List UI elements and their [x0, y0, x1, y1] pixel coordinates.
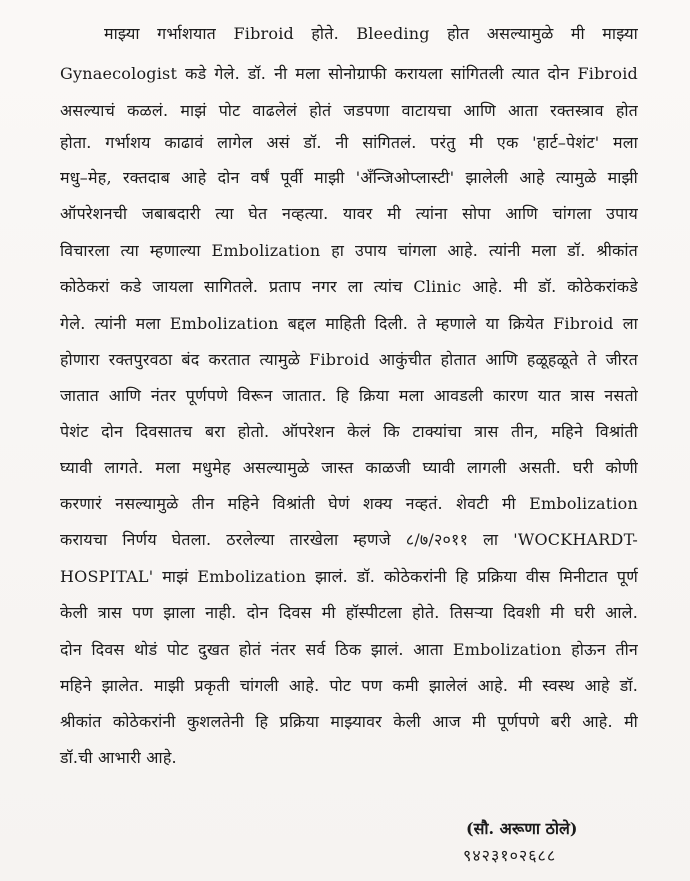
letter-line-10: होणारा रक्तपुरवठा बंद करतात त्यामुळे Fibroid आकुंचीत होतात आणि हळूहळूते ते जीरत	[60, 350, 638, 369]
letter-line-16: HOSPITAL' माझं Embolization झालं. डॉ. कोठेकरांनी हि प्रक्रिया वीस मिनीटात पूर्ण	[60, 567, 638, 586]
letter-line-15: करायचा निर्णय घेतला. ठरलेल्या तारखेला म्हणजे ८/७/२०११ ला 'WOCKHARDT-	[60, 530, 638, 549]
signature-name: (सौ. अरूणा ठोले)	[466, 819, 578, 838]
letter-line-1: माझ्या गर्भाशयात Fibroid होते. Bleeding होत असल्यामुळे मी माझ्या	[104, 24, 638, 43]
letter-line-5: मधु–मेह, रक्तदाब आहे दोन वर्षं पूर्वी माझी 'अँन्जिओप्लास्टी' झालेली आहे त्यामुळे माझी	[60, 168, 638, 187]
letter-line-13: घ्यावी लागते. मला मधुमेह असल्यामुळे जास्त काळजी घ्यावी लागली असती. घरी कोणी	[60, 458, 638, 477]
letter-line-11: जातात आणि नंतर पूर्णपणे विरून जातात. हि क्रिया मला आवडली कारण यात त्रास नसतो	[60, 386, 638, 405]
letter-line-19: महिने झालेत. माझी प्रकृती चांगली आहे. पोट पण कमी झालेलं आहे. मी स्वस्थ आहे डॉ.	[60, 676, 638, 695]
letter-line-6: ऑपरेशनची जबाबदारी त्या घेत नव्हत्या. यावर मी त्यांना सोपा आणि चांगला उपाय	[60, 204, 638, 223]
letter-line-8: कोठेकरां कडे जायला सागितले. प्रताप नगर ला त्यांच Clinic आहे. मी डॉ. कोठेकरांकडे	[60, 277, 638, 296]
letter-line-4: होता. गर्भाशय काढावं लागेल असं डॉ. नी सांगितलं. परंतु मी एक 'हार्ट–पेशंट' मला	[60, 133, 638, 152]
letter-line-2: Gynaecologist कडे गेले. डॉ. नी मला सोनोग्राफी करायला सांगितली त्यात दोन Fibroid	[60, 64, 638, 83]
letter-line-17: केली त्रास पण झाला नाही. दोन दिवस मी हॉस्पीटला होते. तिसऱ्या दिवशी मी घरी आले.	[60, 603, 638, 622]
letter-line-18: दोन दिवस थोडं पोट दुखत होतं नंतर सर्व ठिक झालं. आता Embolization होऊन तीन	[60, 640, 638, 659]
letter-line-20: श्रीकांत कोठेकरांनी कुशलतेनी हि प्रक्रिया माझ्यावर केली आज मी पूर्णपणे बरी आहे. मी	[60, 712, 638, 731]
letter-line-12: पेशंट दोन दिवसातच बरा होतो. ऑपरेशन केलं कि टाक्यांचा त्रास तीन, महिने विश्रांती	[60, 422, 638, 441]
letter-line-7: विचारला त्या म्हणाल्या Embolization हा उपाय चांगला आहे. त्यांनी मला डॉ. श्रीकांत	[60, 241, 638, 260]
letter-line-9: गेले. त्यांनी मला Embolization बद्दल माहिती दिली. ते म्हणाले या क्रियेत Fibroid ला	[60, 314, 638, 333]
letter-line-21: डॉ.ची आभारी आहे.	[60, 748, 177, 767]
letter-line-3: असल्याचं कळलं. माझं पोट वाढलेलं होतं जडपणा वाटायचा आणि आता रक्तस्त्राव होत	[60, 101, 638, 120]
signature-phone-number: ९४२३१०२६८८	[463, 846, 557, 865]
letter-line-14: करणारं नसल्यामुळे तीन महिने विश्रांती घेणं शक्य नव्हतं. शेवटी मी Embolization	[60, 494, 638, 513]
